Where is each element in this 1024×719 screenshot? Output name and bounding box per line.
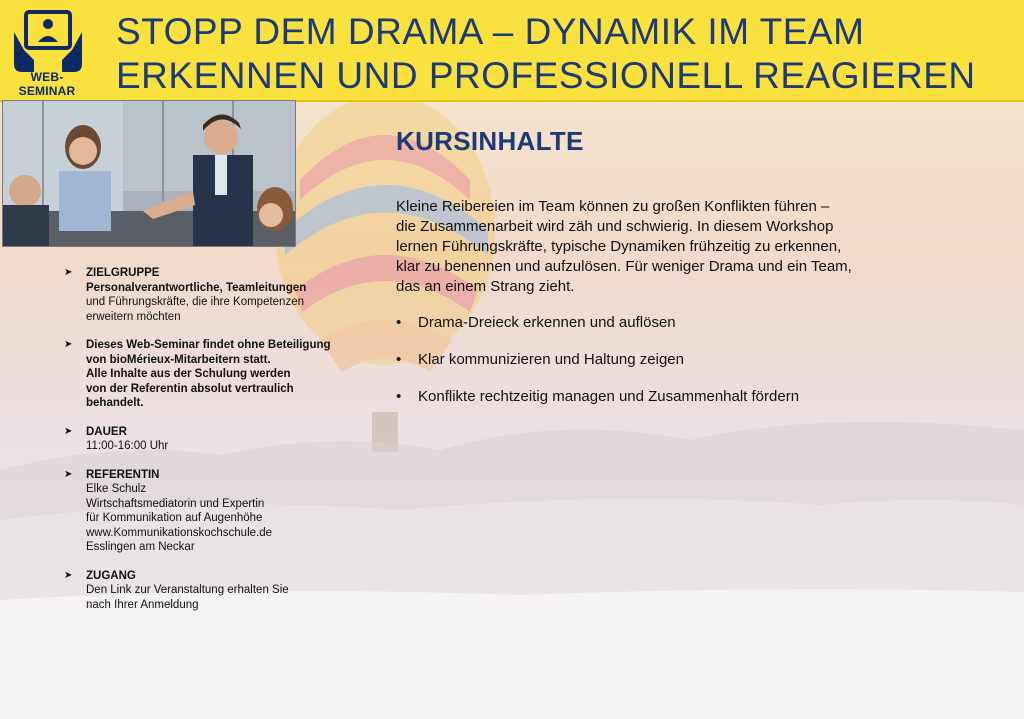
referentin-heading: REFERENTIN: [86, 468, 160, 481]
notice-line: Alle Inhalte aus der Schulung werden: [86, 368, 291, 380]
zugang-heading: ZUGANG: [86, 569, 136, 582]
referentin-line: für Kommunikation auf Augenhöhe: [86, 512, 263, 524]
dauer-heading: DAUER: [86, 425, 127, 438]
referentin-section: [64, 468, 374, 555]
dauer-value: 11:00-16:00 Uhr: [86, 440, 169, 452]
bullet-dot-icon: •: [396, 351, 402, 368]
zielgruppe-line: erweitern möchten: [86, 310, 181, 323]
notice-line: behandelt.: [86, 397, 144, 409]
zugang-line: nach Ihrer Anmeldung: [86, 598, 199, 611]
intro-line: die Zusammenarbeit wird zäh und schwierig. In diesem Workshop: [396, 218, 834, 235]
web-seminar-logo: [4, 2, 90, 98]
zugang-section: [64, 569, 374, 613]
bullet-dot-icon: •: [396, 314, 402, 331]
arrow-bullet-icon: ➤: [64, 569, 73, 581]
zielgruppe-section: [64, 266, 374, 324]
page-title: [116, 10, 1016, 98]
list-item-text: Klar kommunizieren und Haltung zeigen: [418, 351, 684, 368]
topic-list: [396, 313, 896, 407]
intro-paragraph: [396, 197, 896, 297]
arrow-bullet-icon: ➤: [64, 267, 73, 278]
intro-line: Kleine Reibereien im Team können zu großen Konflikten führen –: [396, 198, 830, 215]
arrow-bullet-icon: ➤: [64, 425, 73, 437]
notice-section: [64, 338, 374, 411]
intro-line: lernen Führungskräfte, typische Dynamiken frühzeitig zu erkennen,: [396, 238, 842, 255]
course-content: [396, 126, 896, 424]
arrow-bullet-icon: ➤: [64, 339, 73, 350]
bullet-dot-icon: •: [396, 388, 402, 405]
header-banner: [0, 0, 1024, 102]
team-conflict-photo: [2, 100, 296, 247]
title-line-1: STOPP DEM DRAMA – DYNAMIK IM TEAM: [116, 11, 865, 52]
list-item: [396, 350, 896, 370]
zielgruppe-bold: Personalverantwortliche, Teamleitungen: [86, 281, 307, 294]
notice-line: von der Referentin absolut vertraulich: [86, 382, 294, 395]
list-item: [396, 387, 896, 407]
notice-line: Dieses Web-Seminar findet ohne Beteiligung: [86, 339, 331, 351]
dauer-section: [64, 425, 374, 454]
zugang-line: Den Link zur Veranstaltung erhalten Sie: [86, 584, 289, 596]
list-item-text: Konflikte rechtzeitig managen und Zusammenhalt fördern: [418, 388, 800, 405]
logo-label: WEB-SEMINAR: [18, 70, 76, 98]
list-item-text: Drama-Dreieck erkennen und auflösen: [418, 314, 676, 331]
title-line-2: ERKENNEN UND PROFESSIONELL REAGIEREN: [116, 55, 976, 96]
intro-line: klar zu benennen und aufzulösen. Für weniger Drama und ein Team,: [396, 258, 852, 275]
notice-line: von bioMérieux-Mitarbeitern statt.: [86, 353, 271, 366]
zielgruppe-heading: ZIELGRUPPE: [86, 267, 160, 279]
list-item: [396, 313, 896, 333]
referentin-website: www.Kommunikationskochschule.de: [86, 526, 273, 539]
referentin-line: Esslingen am Neckar: [86, 541, 195, 553]
section-title: KURSINHALTE: [396, 126, 584, 156]
zielgruppe-line: und Führungskräfte, die ihre Kompetenzen: [86, 296, 304, 308]
info-column: [64, 266, 374, 626]
arrow-bullet-icon: ➤: [64, 468, 73, 480]
referentin-line: Elke Schulz: [86, 483, 147, 495]
intro-line: das an einem Strang zieht.: [396, 278, 575, 295]
referentin-line: Wirtschaftsmediatorin und Expertin: [86, 497, 265, 510]
